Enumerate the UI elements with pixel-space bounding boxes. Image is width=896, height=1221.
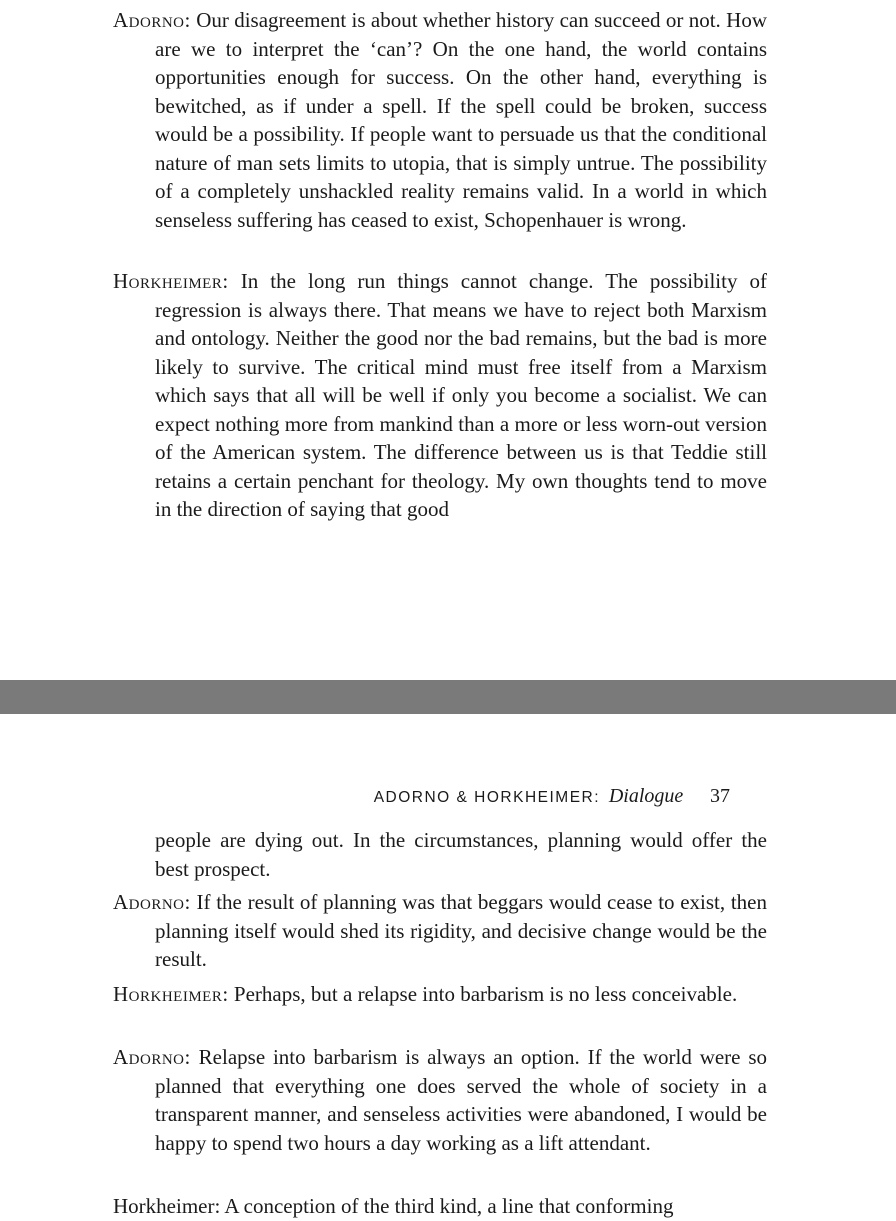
continuation-paragraph: people are dying out. In the circumstances, planning would offer the best prospect. [155, 828, 767, 881]
running-head-authors: ADORNO & HORKHEIMER: [373, 789, 601, 806]
cut-off-text: Horkheimer: A conception of the third kind, a line that conforming [113, 1194, 674, 1218]
dialogue-paragraph [113, 6, 767, 234]
paragraph-text: Perhaps, but a relapse into barbarism is no less conceivable. [228, 982, 738, 1006]
paragraph-text: In the long run things cannot change. The possibility of regression is always there. That means we have to reject both Marxism and ontology. Neither the good nor the bad remains, but the bad is more likely to survive. The critical mind must free itself from a Marxism which says that all will be well if only you become a socialist. We can expect nothing more from mankind than a more or less worn-out version of the American system. The difference between us is that Teddie still retains a certain penchant for theology. My own thoughts tend to move in the direction of saying that good [155, 269, 767, 521]
page-number: 37 [710, 785, 730, 807]
cut-off-line [113, 1186, 767, 1218]
speaker-name: Horkheimer: [113, 269, 229, 293]
speaker-name: Adorno: [113, 1045, 191, 1069]
dialogue-paragraph [113, 980, 767, 1009]
page-divider [0, 680, 896, 714]
speaker-name: Adorno: [113, 890, 191, 914]
paragraph-text: Our disagreement is about whether history can succeed or not. How are we to interpret the ‘can’? On the one hand, the world contains opportunities enough for success. On the other hand, everything is bewitched, as if under a spell. If the spell could be broken, success would be a possibility. If people want to persuade us that the conditional nature of man sets limits to utopia, that is simply untrue. The possibility of a completely unshackled reality remains valid. In a world in which senseless suffering has ceased to exist, Schopenhauer is wrong. [155, 8, 767, 232]
dialogue-paragraph [113, 267, 767, 524]
running-head-title: Dialogue [608, 785, 684, 807]
paragraph-text: If the result of planning was that beggars would cease to exist, then planning itself would shed its rigidity, and decisive change would be the result. [155, 890, 767, 971]
speaker-name: Horkheimer: [113, 982, 229, 1006]
dialogue-paragraph [113, 888, 767, 974]
running-head [300, 782, 730, 812]
paragraph-text: Relapse into barbarism is always an option. If the world were so planned that everything one does served the whole of society in a transparent manner, and senseless activities were abandoned, I would be happy to spend two hours a day working as a lift attendant. [155, 1045, 767, 1155]
speaker-name: Adorno: [113, 8, 191, 32]
dialogue-paragraph [113, 1043, 767, 1157]
